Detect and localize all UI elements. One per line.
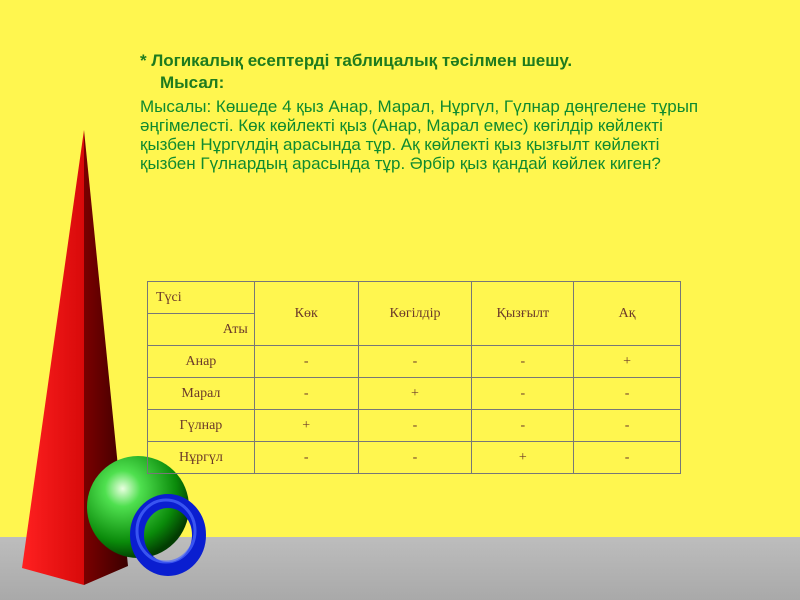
table-cell: + <box>472 442 574 474</box>
row-name: Гүлнар <box>148 410 255 442</box>
table-row <box>148 346 681 378</box>
column-header-kogildir: Көгілдір <box>358 282 472 346</box>
table-cell: - <box>358 410 472 442</box>
table-row <box>148 378 681 410</box>
table-cell: - <box>574 442 681 474</box>
corner-header-name: Аты <box>148 314 255 346</box>
row-name: Нұргүл <box>148 442 255 474</box>
table-cell: - <box>574 378 681 410</box>
row-name: Марал <box>148 378 255 410</box>
table-cell: + <box>358 378 472 410</box>
pyramid-left-face <box>22 130 84 585</box>
heading-line-2: Мысал: <box>160 73 225 92</box>
table-cell: - <box>254 442 358 474</box>
table-cell: - <box>254 378 358 410</box>
table-cell: - <box>472 346 574 378</box>
table-cell: + <box>254 410 358 442</box>
table-cell: - <box>358 442 472 474</box>
table-cell: - <box>574 410 681 442</box>
column-header-kok: Көк <box>254 282 358 346</box>
table-cell: - <box>472 378 574 410</box>
logic-table <box>147 281 681 474</box>
table-cell: - <box>358 346 472 378</box>
row-name: Анар <box>148 346 255 378</box>
heading-line-1: * Логикалық есептерді таблицалық тәсілмен шешу. <box>140 51 573 70</box>
column-header-ak: Ақ <box>574 282 681 346</box>
table-row <box>148 410 681 442</box>
table-header-row <box>148 282 681 314</box>
table-row <box>148 442 681 474</box>
corner-header-color: Түсі <box>148 282 255 314</box>
table-cell: + <box>574 346 681 378</box>
table-cell: - <box>254 346 358 378</box>
column-header-kyzgylt: Қызғылт <box>472 282 574 346</box>
table-cell: - <box>472 410 574 442</box>
problem-text: Мысалы: Көшеде 4 қыз Анар, Марал, Нұргүл, Гүлнар дөңгелене тұрып әңгімелесті. Көк көйлекті қыз (Анар, Марал емес) көгілдір көйлекті қызбен Нұргүлдің арасында тұр. Ақ көйлекті қыз қызғылт көйлекті қызбен Гүлнардың арасында тұр. Әрбір қыз қандай көйлек киген? <box>140 97 699 173</box>
slide-heading <box>140 50 700 94</box>
